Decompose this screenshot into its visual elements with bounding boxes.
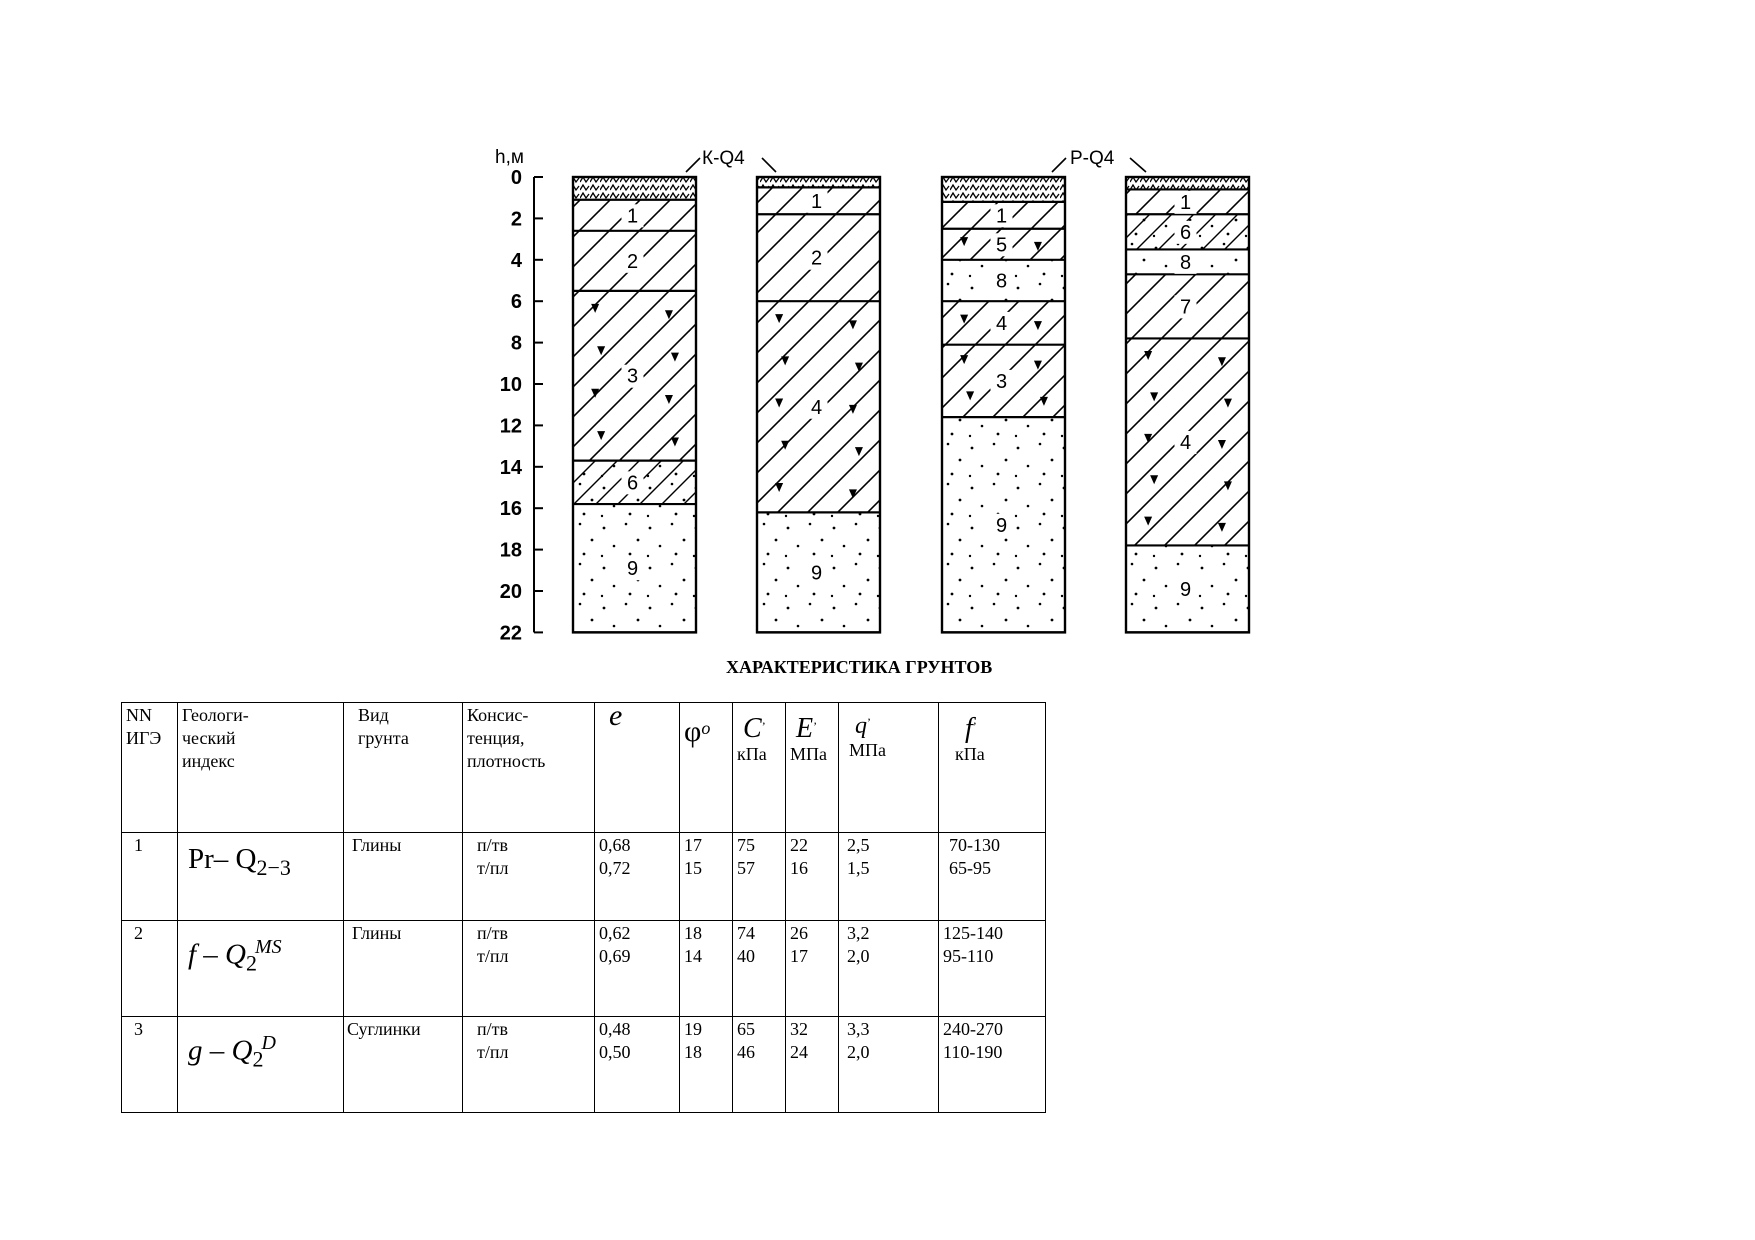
q-value: 2,0 [847, 946, 870, 966]
e-value: 0,48 [599, 1019, 631, 1039]
layer-label: 9 [626, 558, 639, 581]
consistency-value: п/тв [477, 923, 508, 943]
header-num [122, 703, 178, 833]
cell-e [595, 833, 680, 921]
phi-value: 18 [684, 923, 702, 943]
group-label-left: К-Q4 [702, 148, 745, 169]
e-value: 0,50 [599, 1042, 631, 1062]
E-value: 24 [790, 1042, 808, 1062]
depth-axis-label: h,м [495, 147, 524, 168]
header-soil-line: Вид [358, 705, 389, 725]
depth-tick-label: 20 [499, 581, 522, 603]
depth-tick-label: 14 [499, 456, 522, 479]
header-index-line: индекс [182, 751, 235, 771]
E-value: 17 [790, 946, 808, 966]
layer-label: 1 [810, 190, 823, 213]
e-value: 0,69 [599, 946, 631, 966]
consistency-value: т/пл [477, 946, 509, 966]
depth-tick-label: 22 [499, 622, 522, 645]
depth-tick-label: 16 [499, 498, 522, 521]
cell-soil-type: Глины [344, 921, 463, 1017]
layer-label: 3 [626, 365, 639, 388]
depth-tick-label: 4 [510, 249, 522, 272]
depth-tick-label: 12 [499, 415, 522, 438]
depth-tick-label: 0 [510, 167, 522, 189]
layer-label: 1 [995, 205, 1008, 228]
cell-c [733, 1017, 786, 1113]
group-bracket-left-b [762, 158, 776, 172]
geological-index-formula: f – $Q_2^{MS}$ [188, 936, 282, 976]
consistency-value: т/пл [477, 1042, 509, 1062]
cell-f [939, 1017, 1046, 1113]
q-value: 2,0 [847, 1042, 870, 1062]
cell-c [733, 833, 786, 921]
E-value: 32 [790, 1019, 808, 1039]
cell-E [786, 1017, 839, 1113]
f-value: 65-95 [949, 858, 991, 878]
layer-label: 9 [1179, 578, 1192, 601]
cell-phi [680, 833, 733, 921]
group-bracket-right-b [1130, 158, 1146, 172]
c-value: 46 [737, 1042, 755, 1062]
layer-label: 4 [995, 312, 1008, 335]
q-value: 3,3 [847, 1019, 870, 1039]
depth-tick-label: 2 [510, 208, 522, 231]
depth-tick-label: 10 [499, 374, 522, 396]
header-index [178, 703, 344, 833]
cell-num: 3 [122, 1017, 178, 1113]
soil-layer [573, 177, 696, 200]
header-consistency-line: Консис- [467, 705, 529, 725]
cell-f [939, 833, 1046, 921]
header-E: E’ МПа [786, 703, 839, 833]
cell-consistency [463, 921, 595, 1017]
table-row [122, 833, 1046, 921]
layer-label: 6 [1179, 221, 1192, 244]
e-value: 0,72 [599, 858, 631, 878]
cell-num: 1 [122, 833, 178, 921]
cell-geological-index [178, 833, 344, 921]
depth-tick-label: 18 [499, 539, 522, 562]
group-bracket-left-a [686, 158, 700, 172]
cell-geological-index [178, 921, 344, 1017]
cell-f [939, 921, 1046, 1017]
geological-index-formula: Pr– $Q_{2-3}$ [188, 843, 291, 880]
cell-consistency [463, 1017, 595, 1113]
header-soil [344, 703, 463, 833]
layer-label: 8 [1179, 251, 1192, 274]
q-value: 3,2 [847, 923, 870, 943]
group-label-right: Р-Q4 [1070, 148, 1115, 169]
phi-value: 17 [684, 835, 702, 855]
layer-label: 2 [810, 247, 823, 270]
f-value: 240-270 [943, 1019, 1003, 1039]
soil-layer [757, 177, 880, 187]
layer-label: 4 [1179, 431, 1192, 454]
layer-label: 4 [810, 396, 823, 419]
phi-value: 18 [684, 1042, 702, 1062]
header-c: C’ кПа [733, 703, 786, 833]
header-consistency-line: тенция, [467, 728, 525, 748]
phi-value: 19 [684, 1019, 702, 1039]
header-f: f’ кПа [939, 703, 1046, 833]
table-header-row [122, 703, 1046, 833]
cell-e [595, 1017, 680, 1113]
f-value: 95-110 [943, 946, 994, 966]
layer-label: 7 [1179, 296, 1192, 319]
header-num-line: ИГЭ [126, 728, 162, 748]
header-consistency [463, 703, 595, 833]
header-index-line: Геологи- [182, 705, 249, 725]
header-num-line: NN [126, 705, 152, 725]
cell-q [839, 1017, 939, 1113]
q-value: 1,5 [847, 858, 870, 878]
header-e: e [595, 703, 680, 833]
section-title: ХАРАКТЕРИСТИКА ГРУНТОВ [726, 657, 993, 677]
c-value: 65 [737, 1019, 755, 1039]
soil-properties-table [121, 699, 1046, 1113]
layer-label: 1 [1179, 191, 1192, 214]
cell-q [839, 833, 939, 921]
layer-label: 8 [995, 270, 1008, 293]
f-value: 125-140 [943, 923, 1003, 943]
f-value: 70-130 [949, 835, 1000, 855]
phi-value: 15 [684, 858, 702, 878]
layer-label: 9 [810, 562, 823, 585]
layer-label: 6 [626, 472, 639, 495]
phi-value: 14 [684, 946, 702, 966]
c-value: 74 [737, 923, 755, 943]
c-value: 75 [737, 835, 755, 855]
cell-geological-index [178, 1017, 344, 1113]
soil-layer [942, 177, 1065, 202]
cell-num: 2 [122, 921, 178, 1017]
cell-E [786, 833, 839, 921]
c-value: 57 [737, 858, 755, 878]
E-value: 16 [790, 858, 808, 878]
depth-tick-label: 6 [510, 291, 522, 314]
f-value: 110-190 [943, 1042, 1003, 1062]
layer-label: 9 [995, 514, 1008, 537]
layer-label: 1 [626, 205, 639, 228]
consistency-value: т/пл [477, 858, 509, 878]
E-value: 26 [790, 923, 808, 943]
cell-e [595, 921, 680, 1017]
cell-c [733, 921, 786, 1017]
soil-layer [1126, 177, 1249, 189]
table-row [122, 1017, 1046, 1113]
header-q: q’ МПа [839, 703, 939, 833]
consistency-value: п/тв [477, 835, 508, 855]
table-row [122, 921, 1046, 1017]
cell-soil-type: Глины [344, 833, 463, 921]
layer-label: 5 [995, 234, 1008, 257]
e-value: 0,68 [599, 835, 631, 855]
e-value: 0,62 [599, 923, 631, 943]
q-value: 2,5 [847, 835, 870, 855]
header-consistency-line: плотность [467, 751, 546, 771]
header-phi: φo [680, 703, 733, 833]
cell-E [786, 921, 839, 1017]
header-soil-line: грунта [358, 728, 409, 748]
geological-index-formula: g – $Q_2^D$ [188, 1032, 276, 1072]
layer-label: 2 [626, 250, 639, 273]
cell-consistency [463, 833, 595, 921]
depth-tick-label: 8 [510, 332, 522, 355]
header-index-line: ческий [182, 728, 236, 748]
group-bracket-right-a [1052, 158, 1066, 172]
cell-phi [680, 921, 733, 1017]
cell-soil-type: Суглинки [344, 1017, 463, 1113]
E-value: 22 [790, 835, 808, 855]
consistency-value: п/тв [477, 1019, 508, 1039]
cell-phi [680, 1017, 733, 1113]
cell-q [839, 921, 939, 1017]
layer-label: 3 [995, 370, 1008, 393]
c-value: 40 [737, 946, 755, 966]
